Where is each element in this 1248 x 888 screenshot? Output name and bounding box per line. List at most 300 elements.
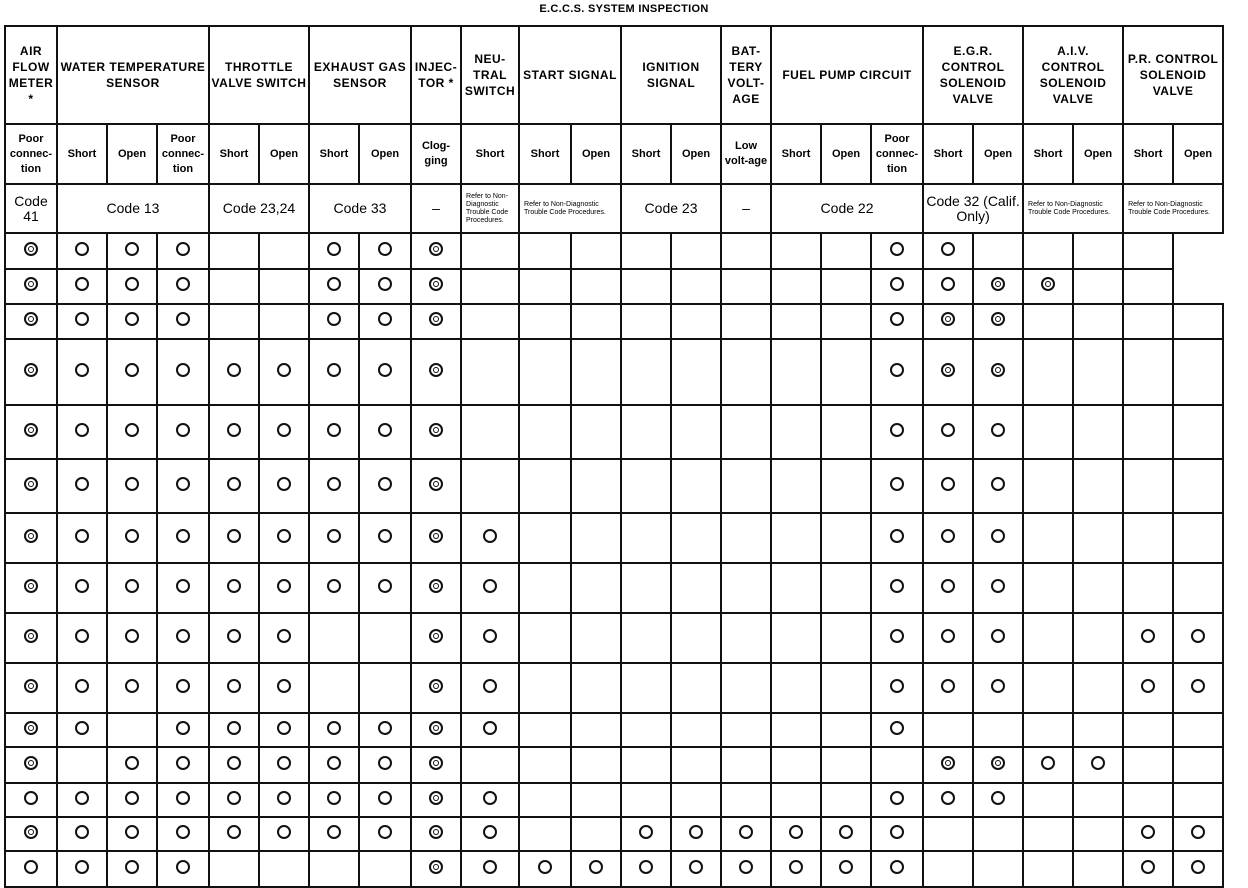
data-cell [157,747,209,783]
fault-header-cell: Open [107,124,157,184]
data-cell [1173,747,1223,783]
circle-mark-icon [125,825,139,839]
data-cell [309,405,359,459]
circle-mark-icon [24,791,38,805]
data-cell [359,405,411,459]
double-circle-mark-icon [1041,277,1055,291]
data-cell [1173,405,1223,459]
data-cell [871,613,923,663]
data-cell [1023,459,1073,513]
code-cell: Code 41 [5,184,57,233]
data-cell [519,563,571,613]
data-cell [821,713,871,747]
data-cell [1023,233,1073,269]
table-row [5,304,1223,339]
data-cell [771,817,821,851]
circle-mark-icon [890,312,904,326]
circle-mark-icon [227,721,241,735]
data-cell [821,851,871,887]
data-cell [571,783,621,817]
system-header-row [5,26,1223,124]
code-cell-note: Refer to Non-Diagnostic Trouble Code Procedures. [519,184,621,233]
double-circle-mark-icon [991,277,1005,291]
data-cell [621,747,671,783]
double-circle-mark-icon [24,312,38,326]
data-cell [973,269,1023,304]
data-cell [771,233,821,269]
data-cell [259,513,309,563]
data-cell [519,339,571,405]
data-cell [309,459,359,513]
data-cell [721,783,771,817]
data-cell [821,269,871,304]
data-cell [771,304,821,339]
data-cell [461,405,519,459]
data-cell [621,783,671,817]
data-cell [621,817,671,851]
circle-mark-icon [991,529,1005,543]
data-cell [923,817,973,851]
data-cell [5,817,57,851]
circle-mark-icon [176,860,190,874]
circle-mark-icon [378,579,392,593]
data-cell [411,269,461,304]
data-cell [1123,851,1173,887]
data-cell [1023,513,1073,563]
data-cell [209,817,259,851]
circle-mark-icon [890,423,904,437]
data-cell [671,747,721,783]
fault-header-cell: Open [259,124,309,184]
data-cell [209,269,259,304]
circle-mark-icon [1191,629,1205,643]
circle-mark-icon [75,277,89,291]
double-circle-mark-icon [24,477,38,491]
data-cell [309,663,359,713]
data-cell [259,339,309,405]
data-cell [259,405,309,459]
fault-header-cell: Open [821,124,871,184]
data-cell [411,339,461,405]
double-circle-mark-icon [429,860,443,874]
system-water-temperature-sensor: WATER TEMPERATURE SENSOR [57,26,209,124]
double-circle-mark-icon [429,477,443,491]
data-cell [621,459,671,513]
double-circle-mark-icon [24,242,38,256]
circle-mark-icon [483,579,497,593]
data-cell [1073,563,1123,613]
circle-mark-icon [75,242,89,256]
data-cell [519,459,571,513]
table-row [5,459,1223,513]
double-circle-mark-icon [429,363,443,377]
data-cell [411,713,461,747]
data-cell [107,304,157,339]
data-cell [923,405,973,459]
circle-mark-icon [75,721,89,735]
data-cell [5,563,57,613]
data-cell [571,269,621,304]
circle-mark-icon [125,860,139,874]
data-cell [209,339,259,405]
data-cell [309,269,359,304]
system-fuel-pump-circuit: FUEL PUMP CIRCUIT [771,26,923,124]
circle-mark-icon [639,860,653,874]
data-cell [973,747,1023,783]
circle-mark-icon [890,825,904,839]
table-row [5,713,1223,747]
data-cell [209,783,259,817]
data-cell [359,233,411,269]
fault-header-cell: Open [359,124,411,184]
data-cell [57,613,107,663]
data-cell [1123,613,1173,663]
circle-mark-icon [227,679,241,693]
data-cell [157,713,209,747]
data-cell [461,851,519,887]
table-row [5,747,1223,783]
data-cell [771,339,821,405]
circle-mark-icon [75,363,89,377]
data-cell [1173,613,1223,663]
circle-mark-icon [227,756,241,770]
double-circle-mark-icon [24,423,38,437]
data-cell [973,817,1023,851]
data-cell [411,563,461,613]
data-cell [671,563,721,613]
data-cell [973,663,1023,713]
inspection-table [4,25,1224,888]
data-cell [411,747,461,783]
data-cell [1073,513,1123,563]
data-cell [259,233,309,269]
fault-header-cell: Short [923,124,973,184]
circle-mark-icon [839,860,853,874]
data-cell [461,747,519,783]
circle-mark-icon [176,277,190,291]
circle-mark-icon [378,363,392,377]
data-cell [923,747,973,783]
data-cell [57,459,107,513]
fault-header-cell: Open [1073,124,1123,184]
data-cell [519,613,571,663]
data-cell [309,513,359,563]
circle-mark-icon [378,423,392,437]
data-cell [259,304,309,339]
circle-mark-icon [378,721,392,735]
data-cell [157,304,209,339]
data-cell [771,851,821,887]
data-cell [1123,783,1173,817]
circle-mark-icon [1191,860,1205,874]
circle-mark-icon [125,529,139,543]
data-cell [157,233,209,269]
system-pr-control-solenoid-valve: P.R. CONTROL SOLENOID VALVE [1123,26,1223,124]
circle-mark-icon [378,312,392,326]
code-cell: Code 32 (Calif. Only) [923,184,1023,233]
circle-mark-icon [1191,679,1205,693]
data-cell [923,233,973,269]
data-cell [157,663,209,713]
circle-mark-icon [941,679,955,693]
circle-mark-icon [839,825,853,839]
data-cell [57,563,107,613]
data-cell [519,783,571,817]
circle-mark-icon [483,679,497,693]
data-cell [359,783,411,817]
data-cell [771,613,821,663]
data-cell [871,663,923,713]
double-circle-mark-icon [429,825,443,839]
data-cell [1123,405,1173,459]
data-cell [411,613,461,663]
data-cell [461,513,519,563]
data-cell [107,563,157,613]
data-cell [1173,563,1223,613]
data-cell [1123,513,1173,563]
table-row [5,563,1223,613]
data-cell [871,513,923,563]
system-throttle-valve-switch: THROTTLE VALVE SWITCH [209,26,309,124]
circle-mark-icon [378,477,392,491]
circle-mark-icon [890,721,904,735]
data-cell [821,817,871,851]
data-cell [821,405,871,459]
fault-header-row [5,124,1223,184]
data-cell [519,817,571,851]
table-row [5,269,1223,304]
data-cell [1123,817,1173,851]
data-cell [771,269,821,304]
table-row [5,817,1223,851]
circle-mark-icon [327,721,341,735]
data-cell [359,459,411,513]
data-cell [771,663,821,713]
data-cell [209,613,259,663]
double-circle-mark-icon [429,312,443,326]
data-cell [5,783,57,817]
data-cell [621,851,671,887]
fault-header-cell: Short [771,124,821,184]
circle-mark-icon [1091,756,1105,770]
data-cell [5,513,57,563]
data-cell [1073,663,1123,713]
code-cell-note: Refer to Non-Diagnostic Trouble Code Procedures. [1023,184,1123,233]
double-circle-mark-icon [429,791,443,805]
circle-mark-icon [75,860,89,874]
data-cell [309,339,359,405]
circle-mark-icon [227,529,241,543]
double-circle-mark-icon [429,721,443,735]
circle-mark-icon [483,721,497,735]
data-cell [157,269,209,304]
circle-mark-icon [277,529,291,543]
fault-header-cell: Short [519,124,571,184]
data-cell [359,339,411,405]
data-cell [1173,713,1223,747]
data-cell [57,405,107,459]
data-cell [1173,817,1223,851]
circle-mark-icon [277,579,291,593]
data-cell [1123,339,1173,405]
data-cell [1073,405,1123,459]
circle-mark-icon [277,363,291,377]
data-cell [519,851,571,887]
circle-mark-icon [941,529,955,543]
data-cell [771,405,821,459]
data-cell [309,747,359,783]
data-cell [359,713,411,747]
data-cell [821,563,871,613]
data-cell [871,713,923,747]
circle-mark-icon [890,629,904,643]
circle-mark-icon [227,579,241,593]
data-cell [411,851,461,887]
circle-mark-icon [890,277,904,291]
data-cell [57,783,107,817]
data-cell [671,405,721,459]
code-cell: Code 23 [621,184,721,233]
data-cell [461,713,519,747]
data-cell [721,405,771,459]
data-cell [671,304,721,339]
circle-mark-icon [483,629,497,643]
data-cell [359,817,411,851]
double-circle-mark-icon [24,721,38,735]
circle-mark-icon [941,791,955,805]
circle-mark-icon [890,363,904,377]
circle-mark-icon [176,825,190,839]
data-cell [57,339,107,405]
circle-mark-icon [176,756,190,770]
data-cell [1023,563,1073,613]
circle-mark-icon [227,477,241,491]
data-cell [923,613,973,663]
data-cell [209,663,259,713]
fault-header-cell: Open [571,124,621,184]
data-cell [309,613,359,663]
double-circle-mark-icon [429,579,443,593]
data-cell [519,713,571,747]
data-cell [461,613,519,663]
circle-mark-icon [689,860,703,874]
data-cell [621,339,671,405]
data-cell [973,851,1023,887]
circle-mark-icon [125,791,139,805]
data-cell [57,747,107,783]
data-cell [671,269,721,304]
circle-mark-icon [75,579,89,593]
data-cell [461,304,519,339]
data-cell [209,851,259,887]
data-cell [923,513,973,563]
double-circle-mark-icon [24,579,38,593]
data-cell [571,613,621,663]
data-cell [57,513,107,563]
double-circle-mark-icon [991,363,1005,377]
data-cell [973,459,1023,513]
data-cell [1023,269,1073,304]
circle-mark-icon [125,679,139,693]
code-row [5,184,1223,233]
data-cell [1073,233,1123,269]
data-cell [359,563,411,613]
data-cell [671,663,721,713]
data-cell [1073,747,1123,783]
data-cell [259,663,309,713]
table-row [5,663,1223,713]
data-cell [1173,513,1223,563]
system-neutral-switch: NEU-TRAL SWITCH [461,26,519,124]
circle-mark-icon [125,477,139,491]
system-battery-voltage: BAT-TERY VOLT-AGE [721,26,771,124]
circle-mark-icon [483,825,497,839]
code-cell: Code 23,24 [209,184,309,233]
data-cell [1023,713,1073,747]
data-cell [1023,339,1073,405]
double-circle-mark-icon [24,679,38,693]
table-row [5,405,1223,459]
circle-mark-icon [890,791,904,805]
circle-mark-icon [75,679,89,693]
table-row [5,851,1223,887]
data-cell [209,233,259,269]
code-cell: Code 13 [57,184,209,233]
circle-mark-icon [75,529,89,543]
data-cell [107,663,157,713]
data-cell [259,563,309,613]
data-cell [923,783,973,817]
data-cell [973,513,1023,563]
system-ignition-signal: IGNITION SIGNAL [621,26,721,124]
double-circle-mark-icon [24,363,38,377]
circle-mark-icon [483,529,497,543]
data-cell [461,817,519,851]
data-cell [157,339,209,405]
double-circle-mark-icon [991,756,1005,770]
data-cell [721,817,771,851]
fault-header-cell: Short [1123,124,1173,184]
data-cell [461,663,519,713]
data-cell [309,817,359,851]
data-cell [571,817,621,851]
data-cell [5,269,57,304]
data-cell [721,513,771,563]
data-cell [461,563,519,613]
data-cell [461,269,519,304]
data-cell [821,233,871,269]
circle-mark-icon [378,529,392,543]
table-row [5,233,1223,269]
data-cell [871,817,923,851]
circle-mark-icon [327,825,341,839]
circle-mark-icon [125,242,139,256]
data-cell [1173,339,1223,405]
data-cell [309,713,359,747]
data-cell [259,459,309,513]
data-cell [871,339,923,405]
circle-mark-icon [125,579,139,593]
data-cell [771,513,821,563]
data-cell [621,563,671,613]
table-row [5,513,1223,563]
circle-mark-icon [991,629,1005,643]
data-cell [821,304,871,339]
data-cell [107,817,157,851]
circle-mark-icon [1141,860,1155,874]
circle-mark-icon [890,679,904,693]
circle-mark-icon [176,477,190,491]
